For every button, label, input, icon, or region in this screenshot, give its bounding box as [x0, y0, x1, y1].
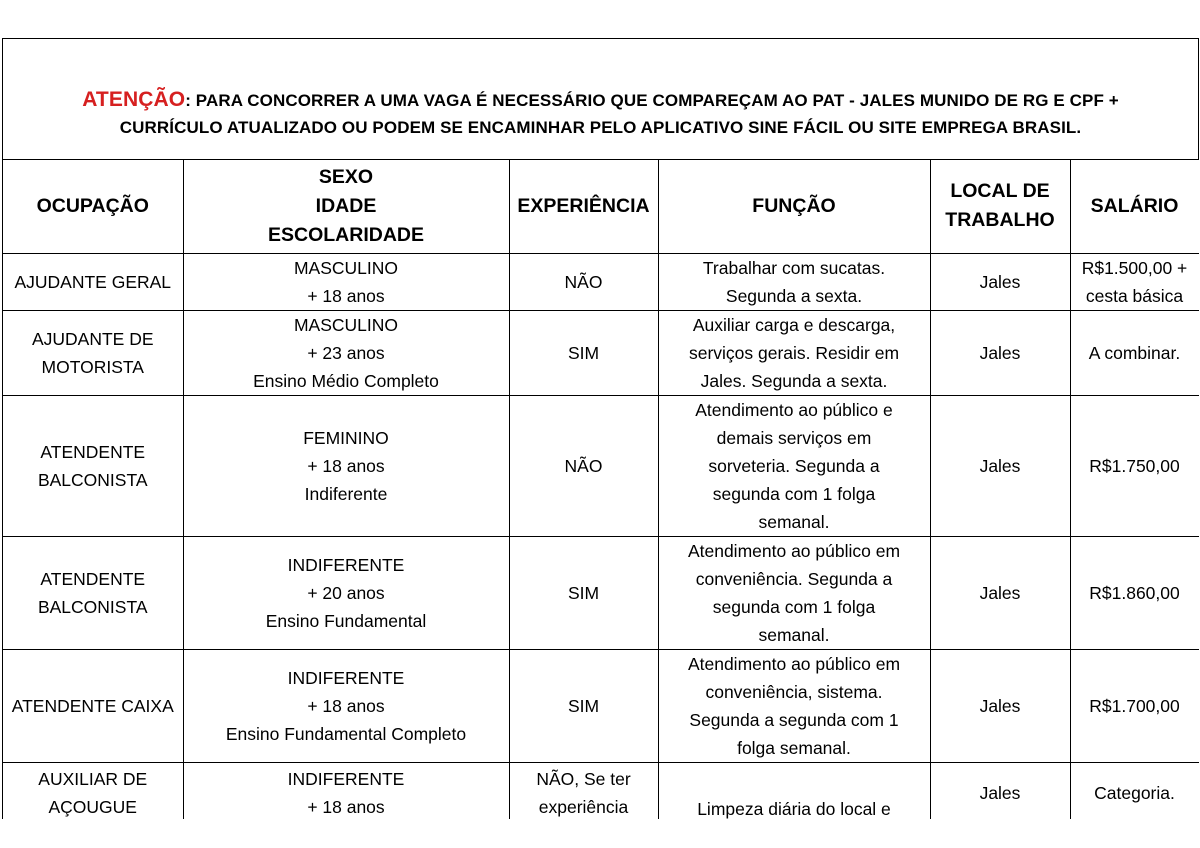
cell-perfil: [183, 253, 509, 310]
cell-local: Jales: [930, 395, 1070, 536]
salario-line: cesta básica: [1085, 285, 1184, 306]
funcao-line: Atendimento ao público em: [687, 653, 901, 674]
cell-funcao: [658, 762, 930, 819]
cell-salario: [1070, 649, 1199, 762]
funcao-line: conveniência, sistema.: [705, 681, 883, 702]
salario-line: R$1.700,00: [1089, 695, 1180, 716]
table-row: [3, 536, 1199, 649]
experiencia-line: NÃO: [564, 455, 603, 476]
funcao-line: semanal.: [758, 624, 830, 645]
table-header-row: [3, 160, 1199, 253]
ocupacao-line: AUXILIAR DE: [38, 769, 148, 789]
experiencia-line: NÃO, Se ter: [536, 769, 631, 789]
job-listing-sheet: [2, 38, 1199, 819]
funcao-line: folga semanal.: [737, 737, 851, 758]
funcao-line: Jales. Segunda a sexta.: [700, 370, 888, 391]
ocupacao-line: ATENDENTE: [40, 568, 146, 589]
cell-experiencia: [509, 536, 658, 649]
ocupacao-line: AJUDANTE DE: [31, 328, 154, 349]
cell-perfil: [183, 536, 509, 649]
cell-local: Jales: [930, 649, 1070, 762]
table-row: [3, 762, 1199, 819]
notice-banner: [3, 39, 1199, 160]
table-row: [3, 649, 1199, 762]
cell-ocupacao: [3, 253, 183, 310]
cell-funcao: [658, 310, 930, 395]
perfil-line: Ensino Médio Completo: [253, 370, 439, 391]
experiencia-line: SIM: [567, 342, 600, 363]
cell-funcao: [658, 649, 930, 762]
cell-perfil: [183, 649, 509, 762]
salario-line: R$1.750,00: [1089, 455, 1180, 476]
perfil-line: + 20 anos: [307, 582, 385, 603]
funcao-line: serviços gerais. Residir em: [688, 342, 900, 363]
header-ocupacao: OCUPAÇÃO: [3, 160, 183, 253]
cell-salario: [1070, 310, 1199, 395]
cell-ocupacao: [3, 762, 183, 819]
salario-line: Categoria.: [1094, 783, 1175, 803]
cell-experiencia: [509, 310, 658, 395]
cell-funcao: [658, 395, 930, 536]
cell-salario: [1070, 762, 1199, 819]
perfil-line: + 18 anos: [307, 455, 385, 476]
funcao-line: Atendimento ao público e: [695, 399, 893, 420]
perfil-line: Ensino Fundamental: [265, 610, 427, 631]
funcao-line: Segunda a segunda com 1: [689, 709, 899, 730]
perfil-line: MASCULINO: [293, 314, 399, 335]
salario-line: R$1.500,00 +: [1081, 257, 1188, 278]
cell-salario: [1070, 395, 1199, 536]
funcao-line: Trabalhar com sucatas.: [702, 257, 886, 278]
funcao-line: demais serviços em: [716, 427, 872, 448]
funcao-line: sorveteria. Segunda a: [708, 455, 880, 476]
ocupacao-line: MOTORISTA: [41, 356, 144, 377]
header-salario: SALÁRIO: [1070, 160, 1199, 253]
funcao-line: Segunda a sexta.: [725, 285, 863, 306]
funcao-line: semanal.: [758, 511, 830, 532]
perfil-line: Indiferente: [304, 483, 388, 504]
cell-ocupacao: [3, 649, 183, 762]
cell-perfil: [183, 762, 509, 819]
perfil-line: INDIFERENTE: [287, 554, 405, 575]
perfil-line: + 23 anos: [307, 342, 385, 363]
notice-line-2: CURRÍCULO ATUALIZADO OU PODEM SE ENCAMINHAR PELO APLICATIVO SINE FÁCIL OU SITE EMPREGA BRASIL.: [119, 117, 1082, 137]
ocupacao-line: AÇOUGUE: [48, 797, 137, 817]
ocupacao-line: BALCONISTA: [37, 596, 148, 617]
funcao-line: segunda com 1 folga: [712, 483, 876, 504]
ocupacao-line: AJUDANTE GERAL: [14, 271, 172, 292]
header-local-2: TRABALHO: [945, 209, 1055, 232]
header-experiencia: EXPERIÊNCIA: [509, 160, 658, 253]
experiencia-line: SIM: [567, 582, 600, 603]
funcao-clip: [661, 765, 928, 819]
cell-experiencia: [509, 649, 658, 762]
cell-local: Jales: [930, 762, 1070, 819]
perfil-line: FEMININO: [303, 427, 389, 448]
cell-perfil: [183, 395, 509, 536]
cell-funcao: [658, 536, 930, 649]
header-sexo-idade-escolaridade: [183, 160, 509, 253]
perfil-line: MASCULINO: [293, 257, 399, 278]
salario-line: R$1.860,00: [1089, 582, 1180, 603]
notice-warning-label: ATENÇÃO: [82, 87, 186, 111]
cell-experiencia: [509, 395, 658, 536]
ocupacao-line: BALCONISTA: [37, 469, 148, 490]
funcao-line: segunda com 1 folga: [712, 596, 876, 617]
cell-local: Jales: [930, 310, 1070, 395]
experiencia-line: SIM: [567, 695, 600, 716]
experiencia-line: NÃO: [564, 271, 603, 292]
table-row: [3, 253, 1199, 310]
cell-perfil: [183, 310, 509, 395]
perfil-line: + 18 anos: [307, 285, 385, 306]
perfil-line: INDIFERENTE: [287, 667, 405, 688]
header-sexo: SEXO: [318, 165, 374, 188]
cell-funcao: [658, 253, 930, 310]
cell-ocupacao: [3, 395, 183, 536]
ocupacao-line: ATENDENTE: [40, 441, 146, 462]
cell-local: Jales: [930, 536, 1070, 649]
experiencia-line: experiência: [538, 797, 629, 817]
header-escolaridade: ESCOLARIDADE: [267, 223, 424, 246]
salario-line: A combinar.: [1088, 342, 1181, 363]
notice-line-1: : PARA CONCORRER A UMA VAGA É NECESSÁRIO QUE COMPAREÇAM AO PAT - JALES MUNIDO DE RG E CPF +: [185, 90, 1119, 110]
cell-experiencia: [509, 762, 658, 819]
perfil-line: INDIFERENTE: [287, 769, 405, 789]
table-row: [3, 310, 1199, 395]
notice-text: [82, 86, 1119, 141]
cell-ocupacao: [3, 310, 183, 395]
header-local-1: LOCAL DE: [950, 180, 1050, 203]
perfil-line: + 18 anos: [307, 797, 385, 817]
perfil-line: + 18 anos: [307, 695, 385, 716]
header-local-trabalho: [930, 160, 1070, 253]
cell-salario: [1070, 253, 1199, 310]
header-funcao: FUNÇÃO: [658, 160, 930, 253]
cell-experiencia: [509, 253, 658, 310]
funcao-line: Atendimento ao público em: [687, 540, 901, 561]
cell-ocupacao: [3, 536, 183, 649]
funcao-line: Auxiliar carga e descarga,: [692, 314, 896, 335]
header-idade: IDADE: [315, 194, 377, 217]
cell-local: Jales: [930, 253, 1070, 310]
cell-salario: [1070, 536, 1199, 649]
table-row: [3, 395, 1199, 536]
jobs-table: [3, 160, 1199, 819]
funcao-line: conveniência. Segunda a: [695, 568, 893, 589]
ocupacao-line: ATENDENTE CAIXA: [11, 695, 174, 716]
perfil-line: Ensino Fundamental Completo: [225, 723, 467, 744]
funcao-line: Limpeza diária do local e: [697, 799, 891, 819]
